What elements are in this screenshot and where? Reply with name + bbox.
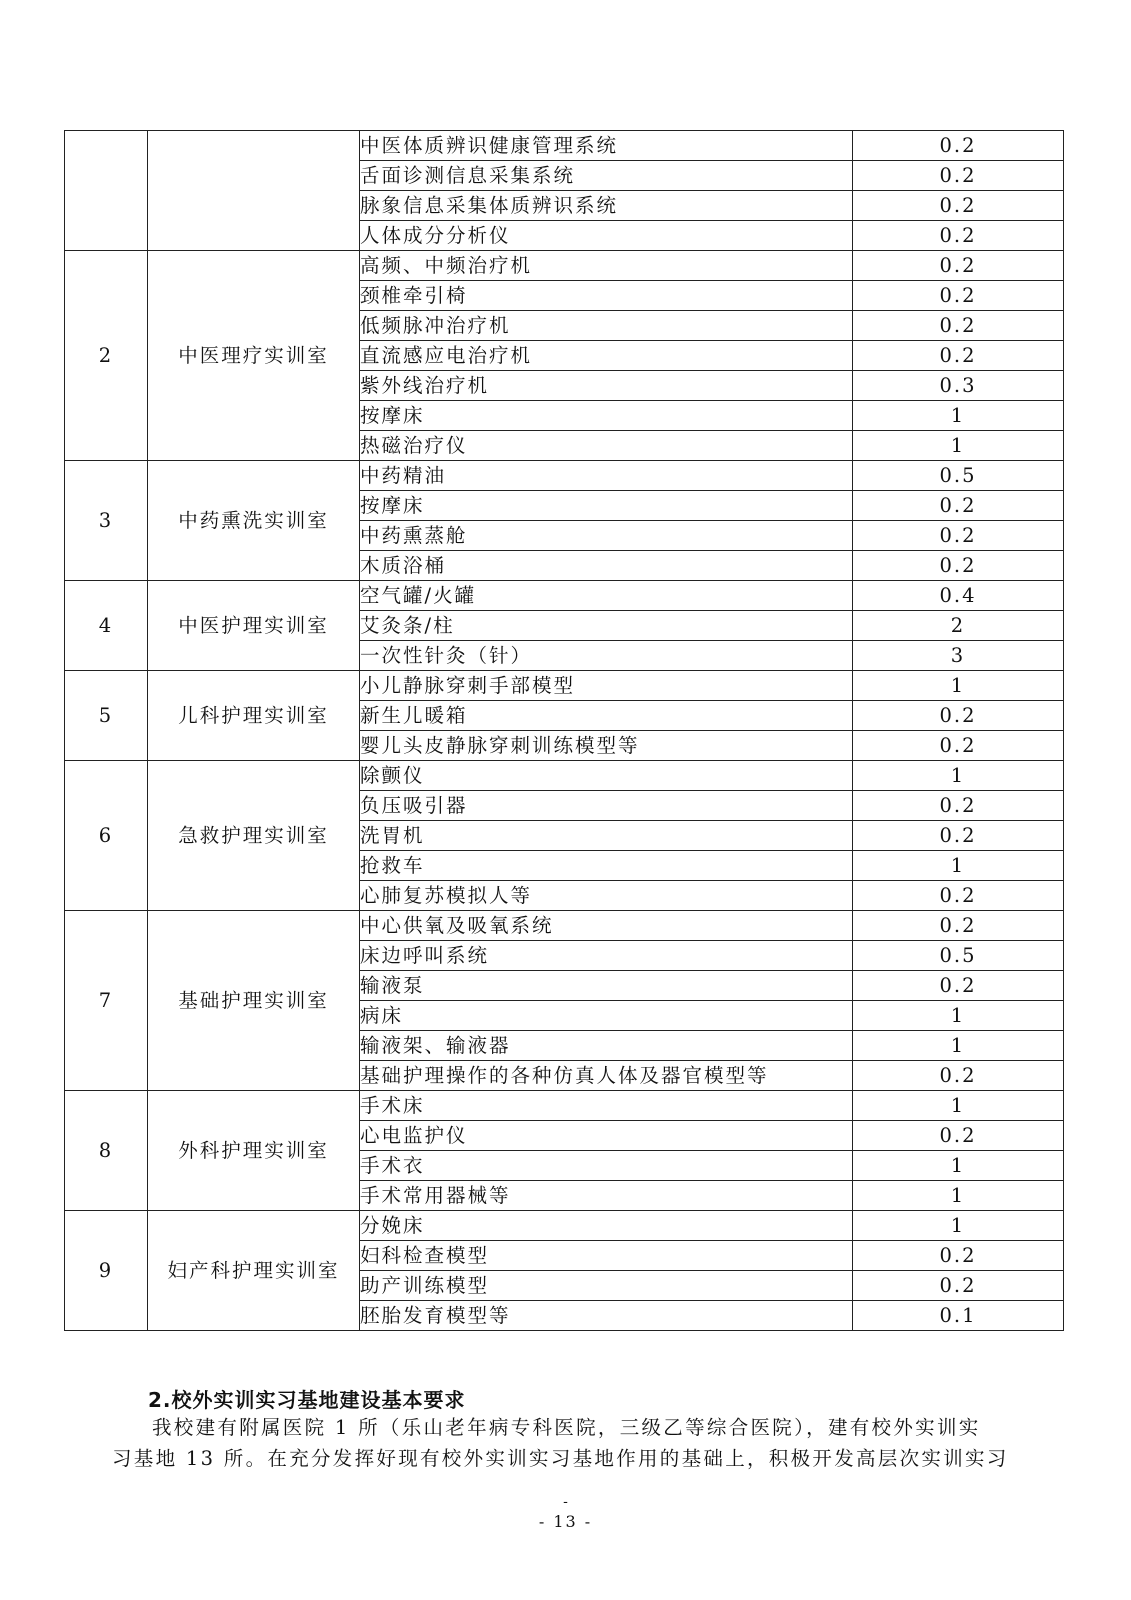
equipment-quantity: 0.2: [853, 251, 1064, 281]
equipment-name: 脉象信息采集体质辨识系统: [360, 191, 853, 221]
equipment-quantity: 0.2: [853, 731, 1064, 761]
row-number: 7: [65, 911, 148, 1091]
equipment-name: 病床: [360, 1001, 853, 1031]
page-number: - 13 -: [538, 1512, 593, 1531]
row-number: 9: [65, 1211, 148, 1331]
equipment-quantity: 1: [853, 1211, 1064, 1241]
equipment-name: 床边呼叫系统: [360, 941, 853, 971]
equipment-quantity: 1: [853, 1031, 1064, 1061]
equipment-quantity: 0.5: [853, 941, 1064, 971]
equipment-quantity: 0.5: [853, 461, 1064, 491]
equipment-quantity: 0.2: [853, 911, 1064, 941]
table-row: [65, 131, 1064, 161]
training-room-name: 妇产科护理实训室: [148, 1211, 360, 1331]
equipment-name: 中药熏蒸舱: [360, 521, 853, 551]
equipment-quantity: 1: [853, 671, 1064, 701]
equipment-name: 艾灸条/柱: [360, 611, 853, 641]
row-number: [65, 131, 148, 251]
row-number: 8: [65, 1091, 148, 1211]
equipment-name: 妇科检查模型: [360, 1241, 853, 1271]
equipment-quantity: 1: [853, 851, 1064, 881]
equipment-name: 热磁治疗仪: [360, 431, 853, 461]
training-room-name: [148, 131, 360, 251]
equipment-name: 按摩床: [360, 491, 853, 521]
equipment-quantity: 0.2: [853, 1241, 1064, 1271]
equipment-quantity: 0.4: [853, 581, 1064, 611]
equipment-quantity: 0.2: [853, 1271, 1064, 1301]
table-row: [65, 1211, 1064, 1241]
equipment-quantity: 1: [853, 761, 1064, 791]
table-row: [65, 1091, 1064, 1121]
equipment-quantity: 1: [853, 1001, 1064, 1031]
equipment-name: 按摩床: [360, 401, 853, 431]
equipment-quantity: 1: [853, 1091, 1064, 1121]
equipment-table-body: [65, 131, 1064, 1331]
equipment-quantity: 0.2: [853, 971, 1064, 1001]
equipment-quantity: 0.2: [853, 551, 1064, 581]
equipment-name: 分娩床: [360, 1211, 853, 1241]
equipment-name: 直流感应电治疗机: [360, 341, 853, 371]
equipment-quantity: 0.2: [853, 341, 1064, 371]
equipment-name: 负压吸引器: [360, 791, 853, 821]
equipment-name: 高频、中频治疗机: [360, 251, 853, 281]
equipment-quantity: 0.2: [853, 161, 1064, 191]
training-room-name: 中医护理实训室: [148, 581, 360, 671]
equipment-name: 抢救车: [360, 851, 853, 881]
table-row: [65, 461, 1064, 491]
equipment-name: 除颤仪: [360, 761, 853, 791]
training-room-name: 中医理疗实训室: [148, 251, 360, 461]
paragraph-line: 我校建有附属医院 1 所（乐山老年病专科医院，三级乙等综合医院），建有校外实训实: [152, 1416, 981, 1439]
equipment-quantity: 0.2: [853, 1061, 1064, 1091]
equipment-name: 人体成分分析仪: [360, 221, 853, 251]
training-room-name: 中药熏洗实训室: [148, 461, 360, 581]
equipment-name: 新生儿暖箱: [360, 701, 853, 731]
equipment-quantity: 0.3: [853, 371, 1064, 401]
equipment-name: 紫外线治疗机: [360, 371, 853, 401]
training-room-name: 儿科护理实训室: [148, 671, 360, 761]
equipment-name: 中医体质辨识健康管理系统: [360, 131, 853, 161]
equipment-quantity: 2: [853, 611, 1064, 641]
table-row: [65, 581, 1064, 611]
equipment-quantity: 0.2: [853, 491, 1064, 521]
equipment-quantity: 3: [853, 641, 1064, 671]
paragraph-line: 习基地 13 所。在充分发挥好现有校外实训实习基地作用的基础上，积极开发高层次实训实习: [112, 1447, 1009, 1470]
equipment-quantity: 1: [853, 431, 1064, 461]
equipment-name: 心肺复苏模拟人等: [360, 881, 853, 911]
equipment-quantity: 0.2: [853, 791, 1064, 821]
row-number: 5: [65, 671, 148, 761]
table-row: [65, 911, 1064, 941]
equipment-name: 婴儿头皮静脉穿刺训练模型等: [360, 731, 853, 761]
equipment-name: 输液架、输液器: [360, 1031, 853, 1061]
equipment-name: 低频脉冲治疗机: [360, 311, 853, 341]
equipment-name: 中药精油: [360, 461, 853, 491]
equipment-name: 助产训练模型: [360, 1271, 853, 1301]
equipment-quantity: 0.2: [853, 131, 1064, 161]
equipment-quantity: 0.2: [853, 191, 1064, 221]
equipment-name: 心电监护仪: [360, 1121, 853, 1151]
equipment-quantity: 0.2: [853, 881, 1064, 911]
equipment-name: 手术衣: [360, 1151, 853, 1181]
equipment-name: 胚胎发育模型等: [360, 1301, 853, 1331]
table-row: [65, 251, 1064, 281]
equipment-quantity: 0.2: [853, 521, 1064, 551]
section-heading: 2.校外实训实习基地建设基本要求: [148, 1388, 466, 1412]
equipment-quantity: 1: [853, 1181, 1064, 1211]
equipment-quantity: 1: [853, 1151, 1064, 1181]
equipment-quantity: 0.2: [853, 311, 1064, 341]
equipment-table: [64, 130, 1064, 1331]
equipment-quantity: 0.2: [853, 821, 1064, 851]
equipment-name: 中心供氧及吸氧系统: [360, 911, 853, 941]
row-number: 3: [65, 461, 148, 581]
equipment-name: 手术常用器械等: [360, 1181, 853, 1211]
equipment-name: 洗胃机: [360, 821, 853, 851]
table-row: [65, 671, 1064, 701]
equipment-name: 舌面诊测信息采集系统: [360, 161, 853, 191]
equipment-name: 一次性针灸（针）: [360, 641, 853, 671]
equipment-name: 空气罐/火罐: [360, 581, 853, 611]
equipment-name: 基础护理操作的各种仿真人体及器官模型等: [360, 1061, 853, 1091]
equipment-quantity: 0.2: [853, 221, 1064, 251]
equipment-quantity: 0.2: [853, 1121, 1064, 1151]
equipment-quantity: 0.1: [853, 1301, 1064, 1331]
equipment-name: 木质浴桶: [360, 551, 853, 581]
equipment-quantity: 0.2: [853, 281, 1064, 311]
row-number: 6: [65, 761, 148, 911]
equipment-name: 颈椎牵引椅: [360, 281, 853, 311]
table-row: [65, 761, 1064, 791]
equipment-name: 小儿静脉穿刺手部模型: [360, 671, 853, 701]
equipment-quantity: 1: [853, 401, 1064, 431]
row-number: 2: [65, 251, 148, 461]
training-room-name: 外科护理实训室: [148, 1091, 360, 1211]
equipment-name: 手术床: [360, 1091, 853, 1121]
training-room-name: 急救护理实训室: [148, 761, 360, 911]
training-room-name: 基础护理实训室: [148, 911, 360, 1091]
equipment-name: 输液泵: [360, 971, 853, 1001]
row-number: 4: [65, 581, 148, 671]
equipment-quantity: 0.2: [853, 701, 1064, 731]
footer-dash: -: [563, 1494, 568, 1510]
